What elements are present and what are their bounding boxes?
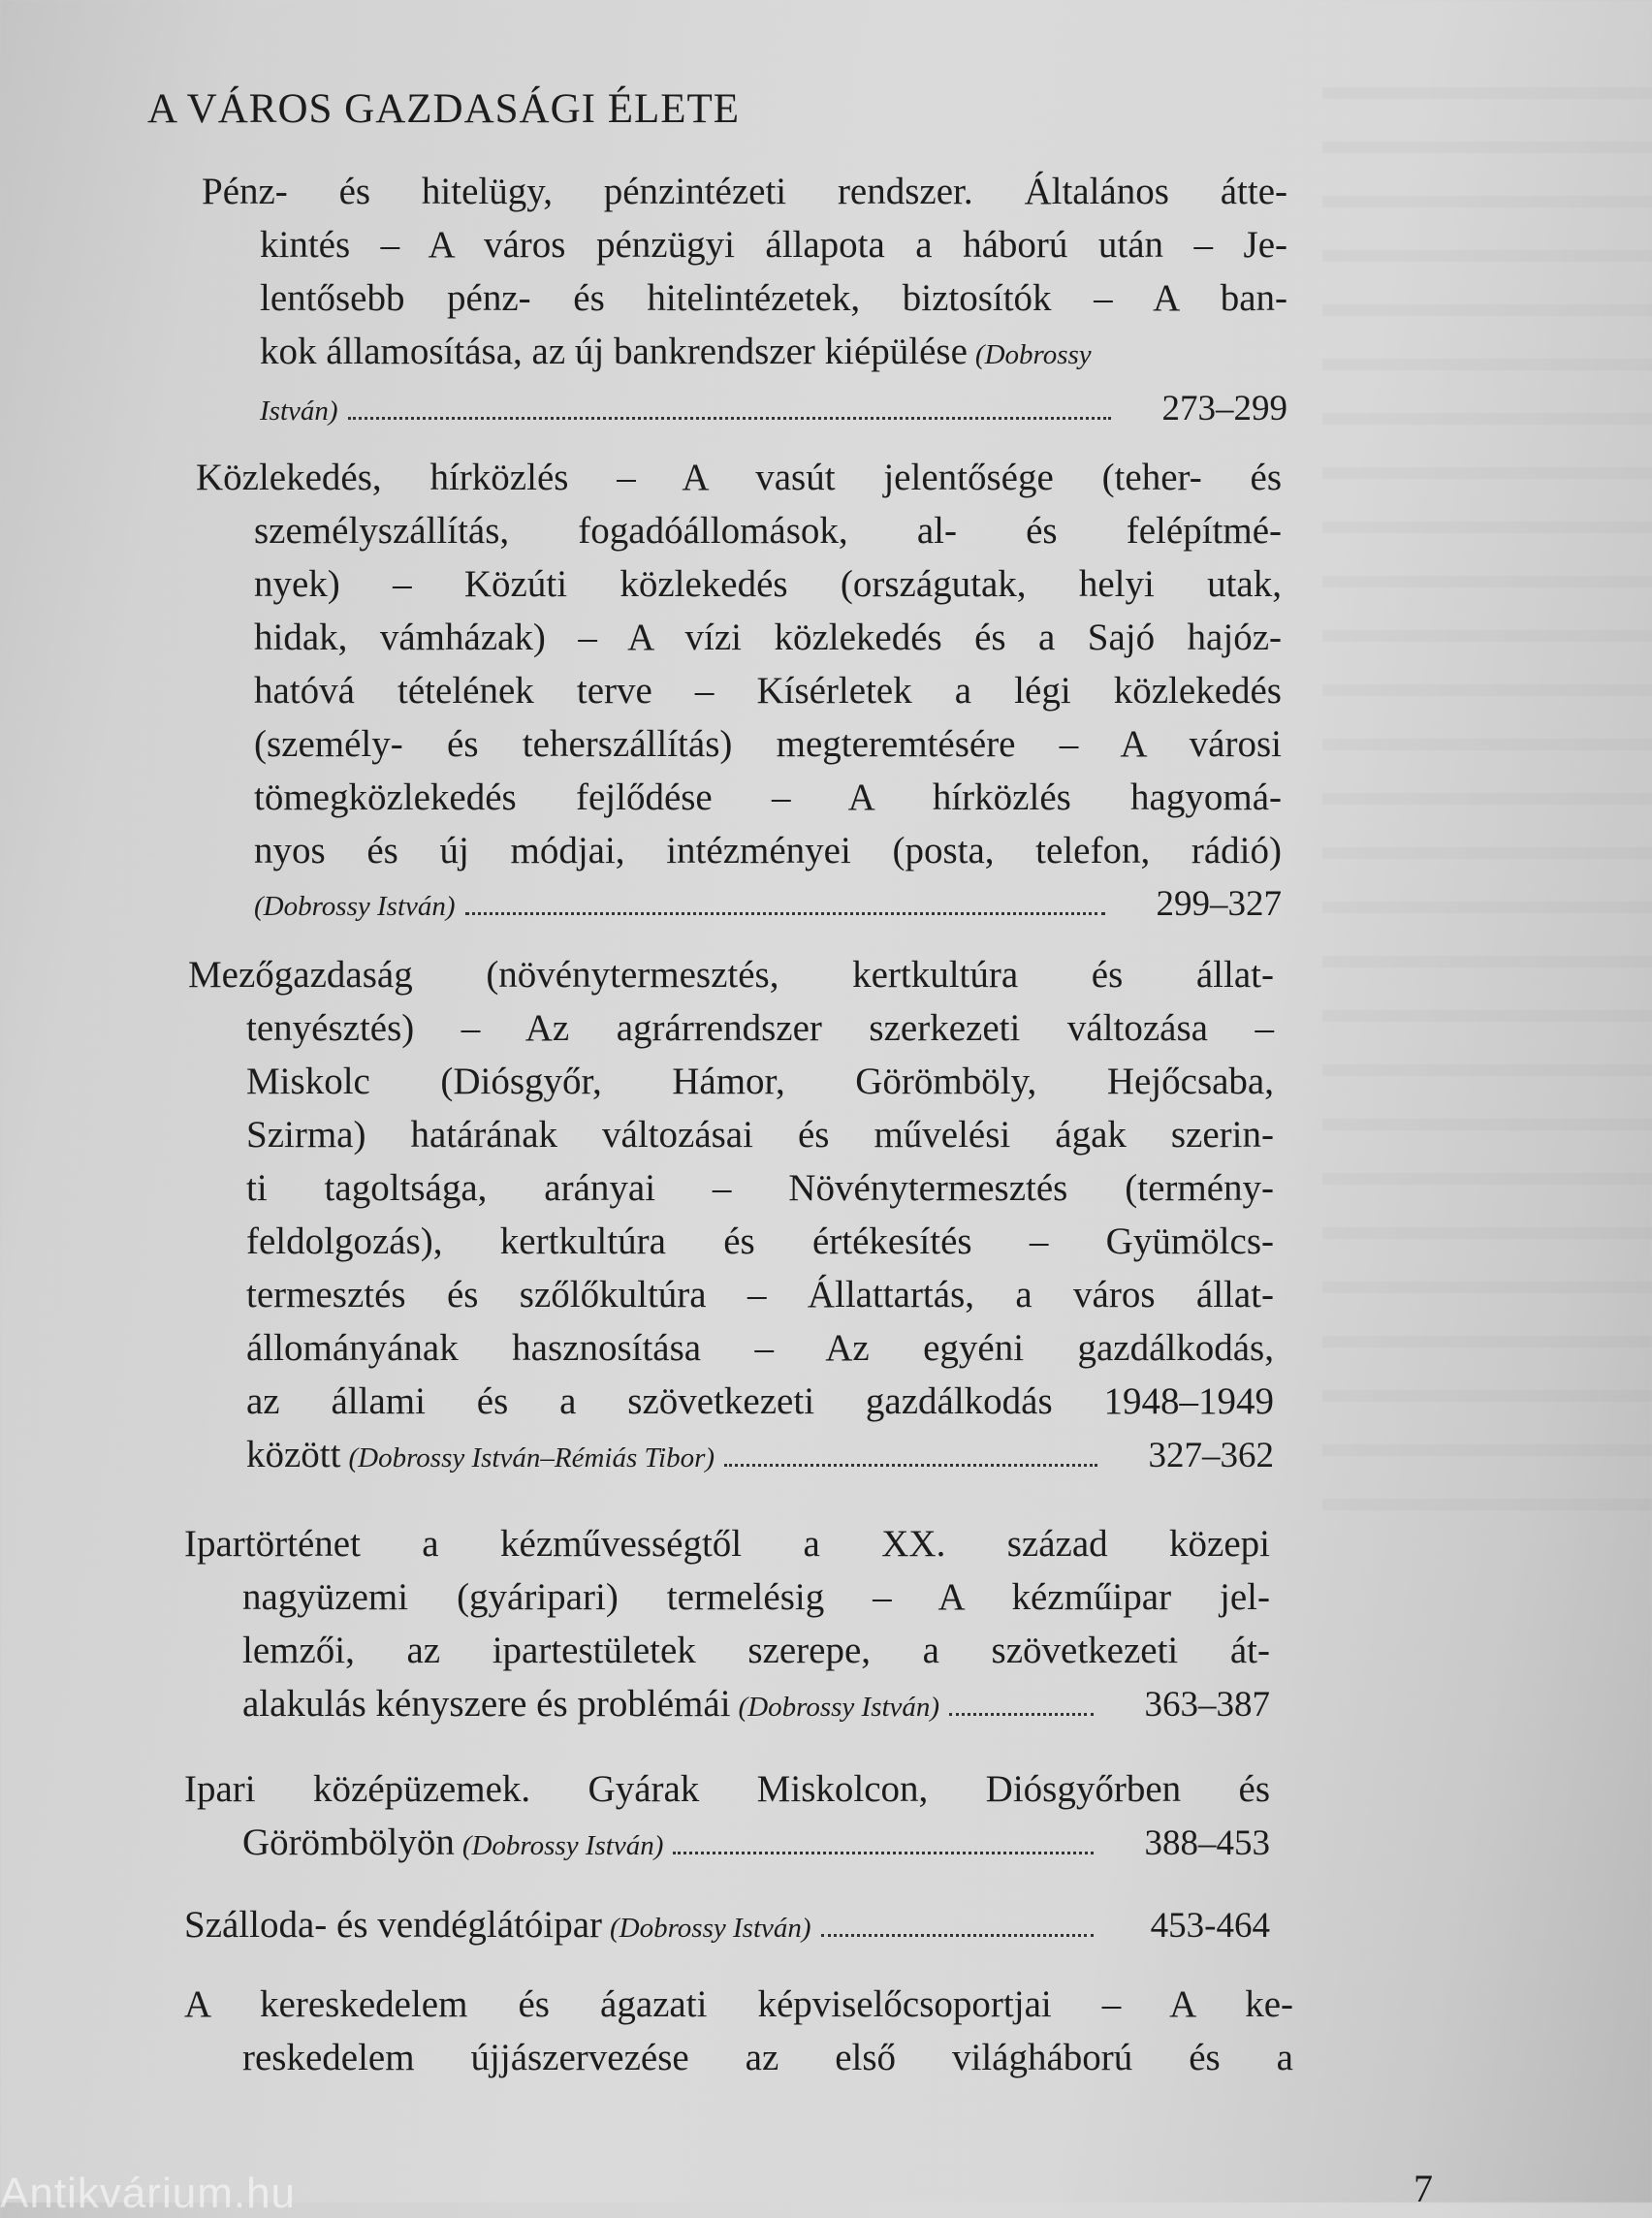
entry-pages: 327–362 <box>1148 1436 1274 1475</box>
dot-leader <box>465 912 1105 915</box>
toc-entry-hospitality <box>184 1898 1270 1955</box>
entry-author: (Dobrossy István) <box>610 1913 811 1944</box>
entry-pages: 273–299 <box>1161 389 1287 428</box>
toc-entry-transport <box>196 451 1282 934</box>
entry-pages: 363–387 <box>1144 1685 1270 1725</box>
entry-author: (Dobrossy István) <box>461 1830 664 1861</box>
entry-line-text: alakulás kényszere és problémái <box>242 1683 731 1725</box>
entry-pages: 453-464 <box>1150 1906 1270 1946</box>
dot-leader <box>348 417 1111 420</box>
entry-line: Pénz- és hitelügy, pénzintézeti rendszer. Általános átte- <box>202 171 1287 212</box>
entry-line <box>202 325 1287 382</box>
entry-line-text: Szálloda- és vendéglátóipar <box>184 1904 602 1946</box>
dot-leader <box>949 1713 1094 1716</box>
entry-line: Miskolc (Diósgyőr, Hámor, Görömböly, Hejőcsaba, <box>246 1061 1274 1102</box>
entry-last-line <box>202 382 1287 438</box>
entry-line: lentősebb pénz- és hitelintézetek, biztosítók – A ban- <box>260 277 1287 319</box>
dot-leader <box>821 1934 1094 1937</box>
entry-author: (Dobrossy István–Rémiás Tibor) <box>348 1442 715 1473</box>
entry-line: tenyésztés) – Az agrárrendszer szerkezeti változása – <box>246 1007 1274 1049</box>
dot-leader <box>724 1464 1097 1467</box>
entry-line: feldolgozás), kertkultúra és értékesítés – Gyümölcs- <box>246 1220 1274 1262</box>
entry-line: nyek) – Közúti közlekedés (országutak, helyi utak, <box>254 563 1282 605</box>
show-through-text <box>1322 58 1652 1512</box>
toc-entry-medium-plants <box>184 1762 1270 1873</box>
section-title: A VÁROS GAZDASÁGI ÉLETE <box>147 86 741 132</box>
page-number: 7 <box>1414 2167 1433 2210</box>
entry-line: reskedelem újjászervezése az első világháború és a <box>242 2037 1293 2078</box>
entry-line: termesztés és szőlőkultúra – Állattartás, a város állat- <box>246 1274 1274 1315</box>
entry-author: (Dobrossy István) <box>254 891 456 922</box>
entry-last-line <box>184 1816 1270 1873</box>
entry-author-continued: István) <box>260 396 338 427</box>
entry-line: Mezőgazdaság (növénytermesztés, kertkultúra és állat- <box>188 954 1274 996</box>
entry-line: nyos és új módjai, intézményei (posta, telefon, rádió) <box>254 830 1282 871</box>
entry-line-text: között <box>246 1434 341 1475</box>
watermark: Antikvárium.hu <box>0 2170 297 2217</box>
entry-line: az állami és a szövetkezeti gazdálkodás 1948–1949 <box>246 1380 1274 1422</box>
entry-line: hatóvá tételének terve – Kísérletek a légi közlekedés <box>254 670 1282 712</box>
entry-last-line <box>188 1428 1274 1485</box>
toc-entry-finance <box>202 165 1287 438</box>
entry-line: Szirma) határának változásai és művelési ágak szerin- <box>246 1114 1274 1156</box>
entry-line: tömegközlekedés fejlődése – A hírközlés hagyomá- <box>254 776 1282 818</box>
toc-entry-commerce <box>184 1978 1293 2084</box>
entry-line: állományának hasznosítása – Az egyéni gazdálkodás, <box>246 1327 1274 1369</box>
entry-line: lemzői, az ipartestületek szerepe, a szövetkezeti át- <box>242 1630 1270 1671</box>
toc-entry-agriculture <box>188 948 1274 1485</box>
entry-line: nagyüzemi (gyáripari) termelésig – A kézműipar jel- <box>242 1576 1270 1618</box>
entry-author: (Dobrossy István) <box>738 1692 940 1723</box>
entry-pages: 388–453 <box>1144 1823 1270 1863</box>
dot-leader <box>673 1852 1094 1854</box>
toc-entry-industry-history <box>184 1517 1270 1734</box>
entry-line: Közlekedés, hírközlés – A vasút jelentősége (teher- és <box>196 457 1282 498</box>
entry-line: Ipari középüzemek. Gyárak Miskolcon, Diósgyőrben és <box>184 1768 1270 1810</box>
entry-last-line <box>184 1677 1270 1734</box>
entry-line: személyszállítás, fogadóállomások, al- és felépítmé- <box>254 510 1282 552</box>
entry-pages: 299–327 <box>1156 884 1282 924</box>
entry-line: A kereskedelem és ágazati képviselőcsoportjai – A ke- <box>184 1983 1293 2025</box>
entry-line: Ipartörténet a kézművességtől a XX. század közepi <box>184 1523 1270 1565</box>
entry-line: kintés – A város pénzügyi állapota a háború után – Je- <box>260 224 1287 266</box>
entry-line: ti tagoltsága, arányai – Növénytermesztés (termény- <box>246 1167 1274 1209</box>
entry-line: hidak, vámházak) – A vízi közlekedés és a Sajó hajóz- <box>254 617 1282 658</box>
entry-last-line <box>196 877 1282 934</box>
entry-author: (Dobrossy <box>974 339 1092 370</box>
entry-line-text: kok államosítása, az új bankrendszer kiépülése <box>260 331 968 372</box>
entry-last-line <box>184 1898 1270 1955</box>
entry-line-text: Görömbölyön <box>242 1822 455 1863</box>
entry-line: (személy- és teherszállítás) megteremtésére – A városi <box>254 723 1282 765</box>
